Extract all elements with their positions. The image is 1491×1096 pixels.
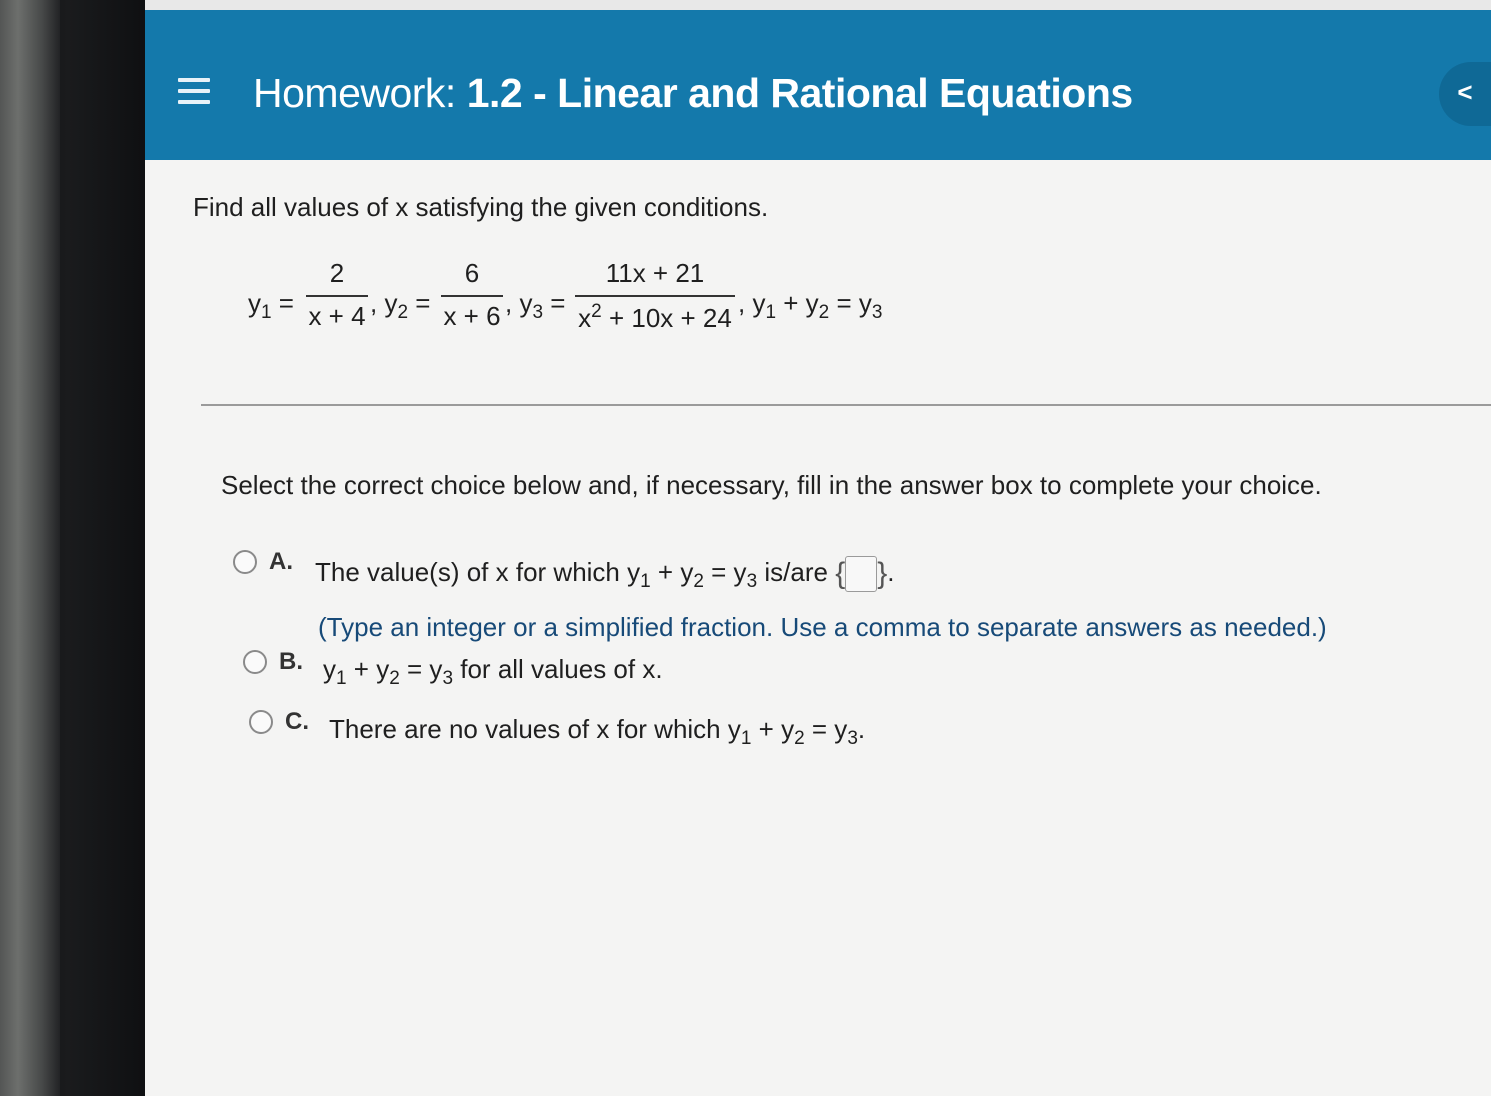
choice-a-hint: (Type an integer or a simplified fraction. Use a comma to separate answers as needed.) [318,612,1327,642]
y3-numerator: 11x + 21 [605,258,705,288]
instruction: Select the correct choice below and, if necessary, fill in the answer box to complete your choice. [221,470,1322,500]
y2-fraction [441,258,503,332]
question-prompt: Find all values of x satisfying the given conditions. [193,192,769,222]
choice-a-text: The value(s) of x for which $y_1 + y_2 = y_3$ is/are { }. [315,556,895,592]
question-panel [145,160,1491,1096]
homework-header [145,10,1491,160]
chevron-left-icon[interactable]: < [1439,62,1491,126]
choice-c-radio[interactable] [249,710,273,734]
homework-label: Homework: [253,70,456,116]
choice-b-text: $y_1 + y_2 = y_3$ for all values of x. [323,654,663,689]
equation [248,258,968,348]
y3-denominator: $x^2 + 10x + 24$ [578,301,732,333]
assignment-name: 1.2 - Linear and Rational Equations [466,70,1133,116]
screen [145,0,1491,1096]
y2-denominator: x + 6 [443,301,501,331]
divider [201,404,1491,406]
page-title [253,70,1133,117]
top-strip [145,0,1491,10]
choice-c-letter: C. [285,708,309,735]
menu-icon[interactable] [178,78,210,106]
y1-fraction [306,258,368,332]
y1-denominator: x + 4 [308,301,366,331]
answer-input[interactable] [845,556,877,592]
y3-label: , $y_3$ = [505,288,566,323]
choice-c-text: There are no values of x for which $y_1 + y_2 = y_3$. [329,714,866,749]
y3-fraction [575,258,735,334]
y2-label: , $y_2$ = [370,288,431,323]
choice-b-letter: B. [279,648,303,675]
y2-numerator: 6 [464,258,480,288]
choice-b-radio[interactable] [243,650,267,674]
choice-a-letter: A. [269,548,293,575]
y1-label: $y_1$ = [248,288,294,323]
condition: , $y_1 + y_2 = y_3$ [738,288,883,323]
bezel-edge [0,0,60,1096]
y1-numerator: 2 [329,258,345,288]
choice-a-radio[interactable] [233,550,257,574]
